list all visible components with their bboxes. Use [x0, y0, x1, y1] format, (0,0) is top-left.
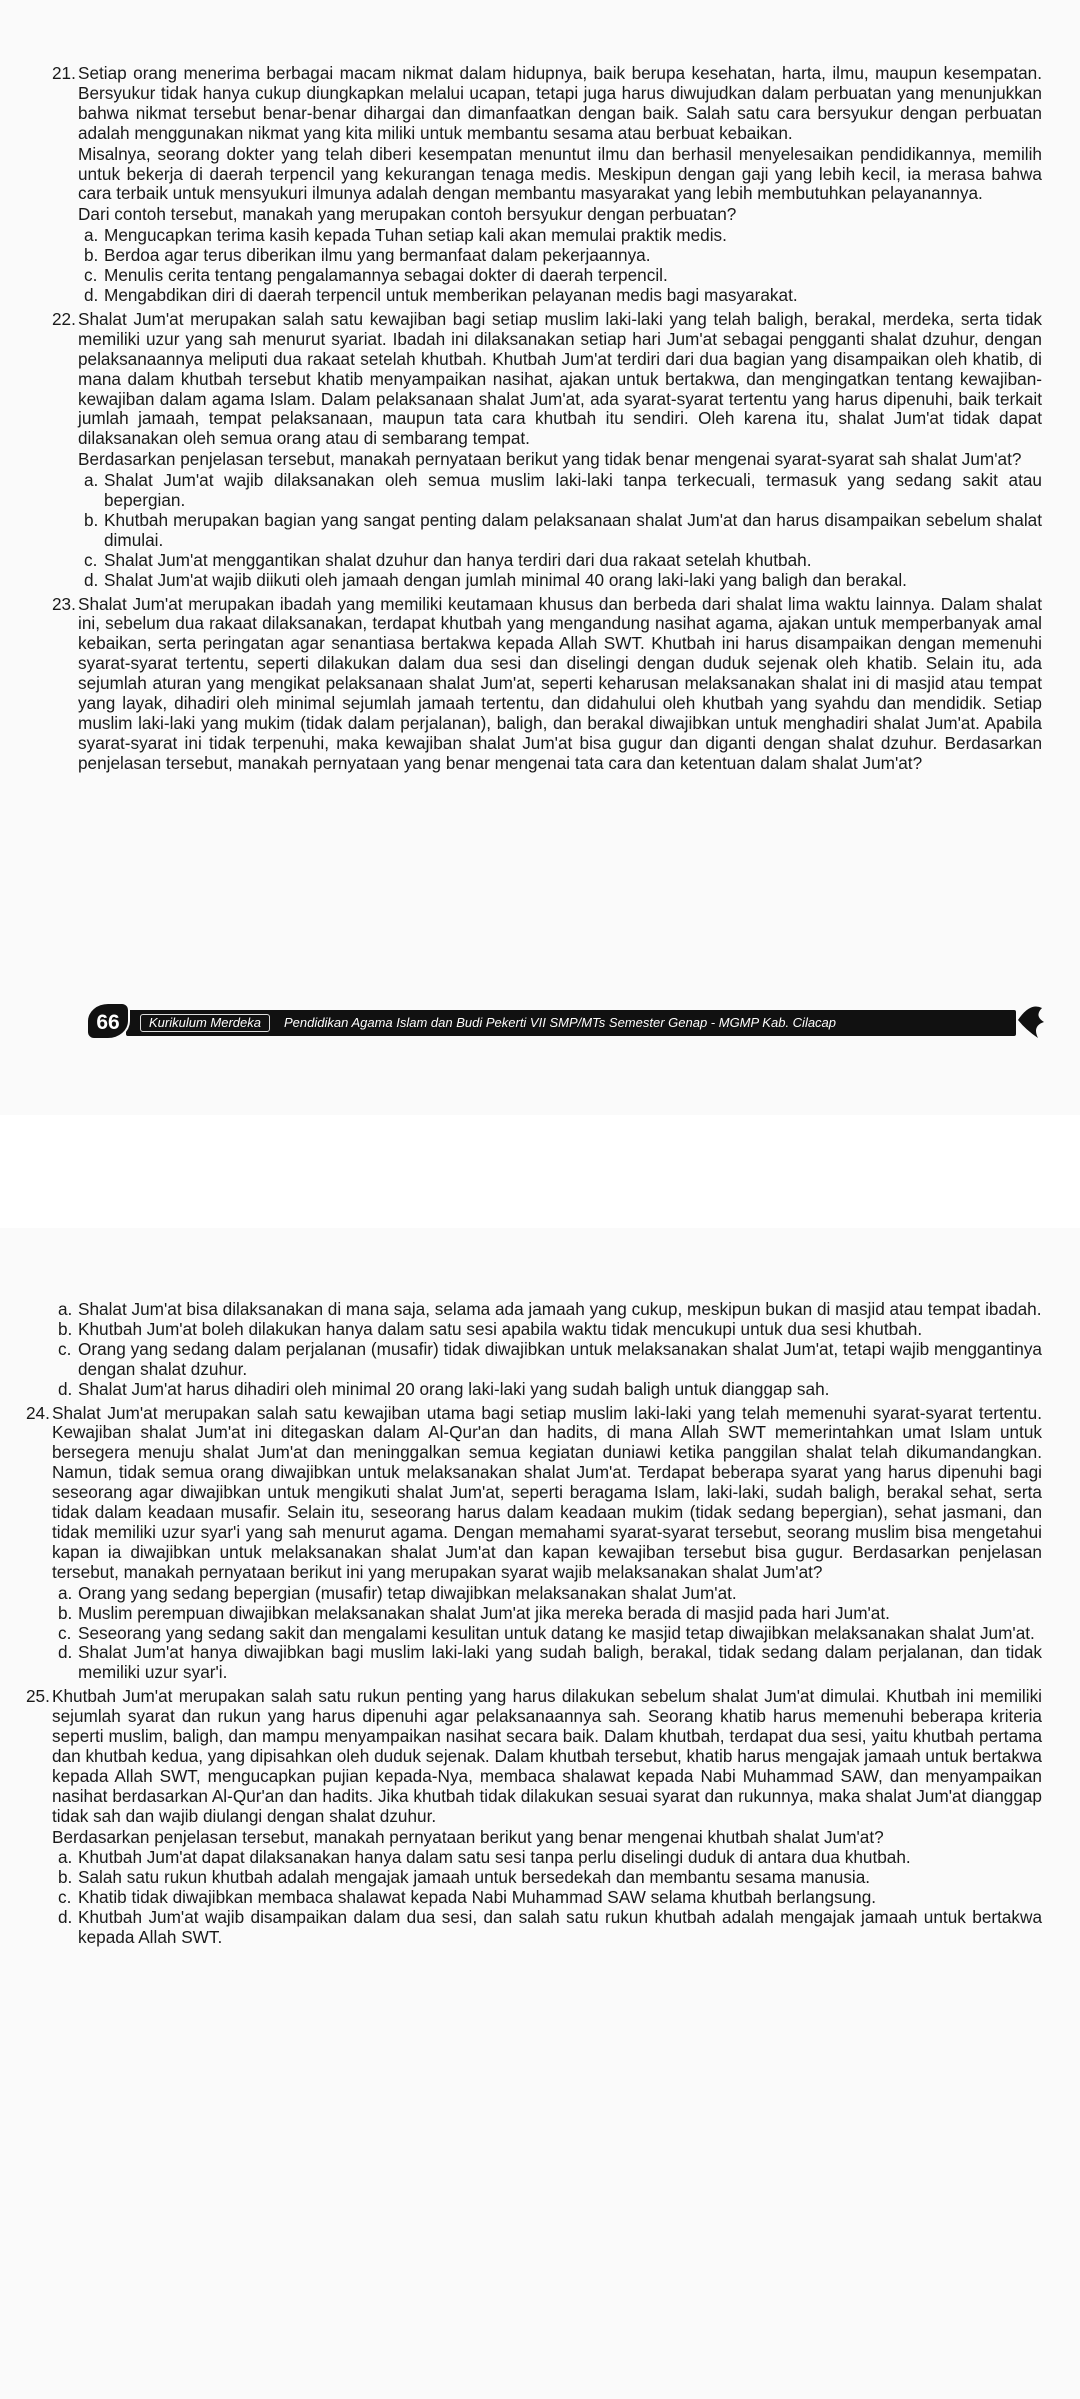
- question-prompt: Berdasarkan penjelasan tersebut, manakah pernyataan berikut yang tidak benar mengenai syarat-syarat sah shalat Jum'at?: [78, 449, 1022, 470]
- curriculum-label: Kurikulum Merdeka: [140, 1014, 270, 1032]
- answer-option-d[interactable]: [52, 1380, 1042, 1400]
- question-paragraph: Misalnya, seorang dokter yang telah diberi kesempatan menuntut ilmu dan berhasil menyelesaikan pendidikannya, memilih untuk bekerja di daerah terpencil yang kekurangan tenaga medis. Meskipun dengan gaji yang lebih kecil, ia merasa bahwa cara terbaik untuk mensyukuri ilmunya adalah dengan membantu masyarakat yang lebih membutuhkan pelayanannya.: [78, 143, 1042, 204]
- answer-option-a[interactable]: [52, 1584, 1042, 1604]
- question-22: [52, 310, 1042, 591]
- option-letter: a.: [84, 225, 99, 246]
- option-text: Salah satu rukun khutbah adalah mengajak jamaah untuk bersedekah dan membantu sesama manusia.: [78, 1867, 871, 1888]
- option-letter: b.: [58, 1867, 73, 1888]
- question-number: 23.: [52, 593, 76, 614]
- question-prompt: Dari contoh tersebut, manakah yang merupakan contoh bersyukur dengan perbuatan?: [78, 204, 737, 225]
- answer-option-d[interactable]: [78, 571, 1042, 591]
- option-letter: c.: [58, 1622, 72, 1643]
- option-text: Khutbah Jum'at wajib disampaikan dalam dua sesi, dan salah satu rukun khutbah adalah mengajak jamaah untuk bertakwa kepada Allah SWT.: [78, 1907, 1042, 1948]
- option-letter: a.: [58, 1299, 73, 1319]
- answer-option-b[interactable]: [78, 246, 1042, 266]
- option-text: Mengabdikan diri di daerah terpencil untuk memberikan pelayanan medis bagi masyarakat.: [104, 284, 798, 305]
- answer-option-b[interactable]: [52, 1868, 1042, 1888]
- question-number: 24.: [26, 1402, 50, 1423]
- answer-option-b[interactable]: [52, 1320, 1042, 1340]
- flourish-icon: [1016, 1000, 1046, 1040]
- option-text: Mengucapkan terima kasih kepada Tuhan setiap kali akan memulai praktik medis.: [104, 225, 727, 246]
- answer-option-a[interactable]: [78, 471, 1042, 511]
- option-text: Khutbah merupakan bagian yang sangat penting dalam pelaksanaan shalat Jum'at dan harus disampaikan sebelum shalat dimulai.: [104, 509, 1042, 550]
- option-text: Shalat Jum'at harus dihadiri oleh minimal 20 orang laki-laki yang sudah baligh untuk dianggap sah.: [78, 1378, 830, 1399]
- option-text: Khutbah Jum'at dapat dilaksanakan hanya dalam satu sesi tanpa perlu diselingi duduk di antara dua khutbah.: [78, 1847, 911, 1868]
- page-67-content: [26, 1299, 1042, 1952]
- option-text: Shalat Jum'at wajib dilaksanakan oleh semua muslim laki-laki tanpa terkecuali, termasuk yang sedang sakit atau bepergian.: [104, 470, 1042, 511]
- answer-option-a[interactable]: [52, 1300, 1042, 1320]
- question-21: [52, 64, 1042, 306]
- question-number: 21.: [52, 63, 76, 83]
- option-letter: c.: [58, 1887, 72, 1908]
- option-letter: d.: [84, 284, 99, 305]
- option-text: Shalat Jum'at wajib diikuti oleh jamaah dengan jumlah minimal 40 orang laki-laki yang baligh dan berakal.: [104, 569, 907, 590]
- option-letter: c.: [84, 549, 98, 570]
- option-text: Seseorang yang sedang sakit dan mengalami kesulitan untuk datang ke masjid tetap diwajibkan melaksanakan shalat Jum'at.: [78, 1622, 1035, 1643]
- option-letter: d.: [58, 1378, 73, 1399]
- option-text: Muslim perempuan diwajibkan melaksanakan shalat Jum'at jika mereka berada di masjid pada hari Jum'at.: [78, 1602, 890, 1623]
- option-letter: a.: [84, 470, 99, 491]
- page-gap: [0, 1115, 1080, 1228]
- page-number-badge: 66: [86, 1002, 130, 1040]
- option-letter: b.: [58, 1318, 73, 1339]
- question-prompt: Berdasarkan penjelasan tersebut, manakah pernyataan berikut yang benar mengenai khutbah shalat Jum'at?: [52, 1826, 884, 1847]
- book-title: Pendidikan Agama Islam dan Budi Pekerti VII SMP/MTs Semester Genap - MGMP Kab. Cilacap: [284, 1015, 837, 1030]
- answer-option-d[interactable]: [52, 1908, 1042, 1948]
- option-text: Berdoa agar terus diberikan ilmu yang bermanfaat dalam pekerjaannya.: [104, 245, 651, 266]
- answer-option-a[interactable]: [78, 226, 1042, 246]
- answer-option-a[interactable]: [52, 1848, 1042, 1868]
- question-23: [52, 595, 1042, 774]
- question-23-answer-options: [52, 1300, 1042, 1400]
- question-paragraph: Shalat Jum'at merupakan ibadah yang memiliki keutamaan khusus dan berbeda dari shalat lima waktu lainnya. Dalam shalat ini, sebelum dua rakaat dilaksanakan, terdapat khutbah yang mengandung nasihat agama, ajakan untuk memperbanyak amal kebaikan, serta peringatan agar senantiasa bertakwa kepada Allah SWT. Khutbah ini harus disampaikan dengan memenuhi syarat-syarat tertentu, seperti dilakukan dalam dua sesi dan diselingi dengan duduk sejenak oleh khatib. Selain itu, ada sejumlah aturan yang mengikat pelaksanaan shalat Jum'at, seperti keharusan melaksanakan shalat ini di masjid atau tempat yang layak, dihadiri oleh minimal sejumlah jamaah tertentu, dan didahului oleh khutbah yang syahdu dan mendidik. Setiap muslim laki-laki yang mukim (tidak dalam perjalanan), baligh, dan berakal diwajibkan untuk menghadiri shalat Jum'at. Apabila syarat-syarat ini tidak terpenuhi, maka kewajiban shalat Jum'at bisa gugur dan diganti dengan shalat dzuhur. Berdasarkan penjelasan tersebut, manakah pernyataan yang benar mengenai tata cara dan ketentuan dalam shalat Jum'at?: [78, 593, 1042, 773]
- scanned-page-66: [0, 0, 1080, 1115]
- scanned-page-67: [0, 1228, 1080, 2399]
- answer-option-c[interactable]: [52, 1340, 1042, 1380]
- question-number: 25.: [26, 1686, 50, 1707]
- option-letter: b.: [84, 509, 99, 530]
- option-text: Shalat Jum'at menggantikan shalat dzuhur dan hanya terdiri dari dua rakaat setelah khutbah.: [104, 549, 812, 570]
- option-letter: d.: [58, 1907, 73, 1928]
- option-letter: b.: [84, 245, 99, 266]
- answer-option-c[interactable]: [78, 266, 1042, 286]
- answer-options: [78, 226, 1042, 306]
- answer-option-c[interactable]: [52, 1888, 1042, 1908]
- option-text: Khatib tidak diwajibkan membaca shalawat kepada Nabi Muhammad SAW selama khutbah berlangsung.: [78, 1887, 877, 1908]
- option-text: Orang yang sedang bepergian (musafir) tetap diwajibkan melaksanakan shalat Jum'at.: [78, 1582, 737, 1603]
- question-number: 22.: [52, 308, 76, 329]
- option-letter: a.: [58, 1847, 73, 1868]
- option-letter: c.: [84, 265, 98, 286]
- answer-option-b[interactable]: [78, 511, 1042, 551]
- question-paragraph: Khutbah Jum'at merupakan salah satu rukun penting yang harus dilakukan sebelum shalat Jum'at dimulai. Khutbah ini memiliki sejumlah syarat dan rukun yang harus dipenuhi agar pelaksanaannya sah. Seorang khatib harus memenuhi beberapa kriteria seperti muslim, baligh, dan mampu menyampaikan nasihat secara baik. Dalam khutbah, terdapat dua sesi, yaitu khutbah pertama dan khutbah kedua, yang dipisahkan oleh duduk sejenak. Dalam khutbah tersebut, khatib harus mengajak jamaah untuk bertakwa kepada Allah SWT, mengucapkan pujian kepada-Nya, membaca shalawat kepada Nabi Muhammad SAW, dan menyampaikan nasihat berdasarkan Al-Qur'an dan hadits. Jika khutbah tidak dilakukan sesuai syarat dan rukunnya, maka shalat Jum'at dianggap tidak sah dan wajib diulangi dengan shalat dzuhur.: [52, 1686, 1042, 1826]
- answer-option-d[interactable]: [52, 1643, 1042, 1683]
- question-paragraph: Shalat Jum'at merupakan salah satu kewajiban utama bagi setiap muslim laki-laki yang telah memenuhi syarat-syarat tertentu. Kewajiban shalat Jum'at ini ditegaskan dalam Al-Qur'an dan hadits, di mana Allah SWT memerintahkan umat Islam untuk bersegera menuju shalat Jum'at dan meninggalkan semua kegiatan duniawi ketika panggilan shalat telah dikumandangkan. Namun, tidak semua orang diwajibkan untuk melaksanakan shalat Jum'at. Terdapat beberapa syarat yang harus dipenuhi bagi seseorang agar diwajibkan untuk mengikuti shalat Jum'at, seperti beragama Islam, laki-laki, sudah baligh, berakal sehat, serta tidak dalam keadaan musafir. Selain itu, seseorang harus dalam keadaan mukim (tidak sedang bepergian), sehat jasmani, dan tidak memiliki uzur syar'i yang sah menurut agama. Dengan memahami syarat-syarat tersebut, seorang muslim bisa mengetahui kapan ia diwajibkan untuk melaksanakan shalat Jum'at dan kapan kewajiban tersebut bisa gugur. Berdasarkan penjelasan tersebut, manakah pernyataan berikut ini yang merupakan syarat wajib melaksanakan shalat Jum'at?: [52, 1402, 1042, 1582]
- answer-options: [52, 1848, 1042, 1948]
- option-letter: c.: [58, 1338, 72, 1359]
- option-text: Menulis cerita tentang pengalamannya sebagai dokter di daerah terpencil.: [104, 265, 668, 286]
- answer-option-c[interactable]: [52, 1624, 1042, 1644]
- option-text: Shalat Jum'at hanya diwajibkan bagi muslim laki-laki yang sudah baligh, berakal, tidak sedang dalam perjalanan, dan tidak memiliki uzur syar'i.: [78, 1642, 1042, 1683]
- answer-option-c[interactable]: [78, 551, 1042, 571]
- option-letter: d.: [58, 1642, 73, 1663]
- question-paragraph: Shalat Jum'at merupakan salah satu kewajiban bagi setiap muslim laki-laki yang telah baligh, berakal, merdeka, serta tidak memiliki uzur yang sah menurut syariat. Ibadah ini dilaksanakan setiap hari Jum'at sebagai pengganti shalat dzuhur, dengan pelaksanaannya meliputi dua rakaat setelah khutbah. Khutbah Jum'at terdiri dari dua bagian yang disampaikan oleh khatib, di mana dalam khutbah tersebut khatib menyampaikan nasihat, ajakan untuk bertakwa, dan mengingatkan tentang kewajiban-kewajiban dalam agama Islam. Dalam pelaksanaan shalat Jum'at, ada syarat-syarat tertentu yang harus dipenuhi, baik terkait jumlah jamaah, tempat pelaksanaan, maupun tata cara khutbah itu sendiri. Oleh karena itu, shalat Jum'at tidak dapat dilaksanakan oleh semua orang atau di sembarang tempat.: [78, 308, 1042, 449]
- option-text: Shalat Jum'at bisa dilaksanakan di mana saja, selama ada jamaah yang cukup, meskipun bukan di masjid atau tempat ibadah.: [78, 1299, 1042, 1319]
- option-letter: a.: [58, 1582, 73, 1603]
- question-24: [26, 1404, 1042, 1684]
- answer-option-d[interactable]: [78, 286, 1042, 306]
- page-66-content: [52, 64, 1042, 778]
- option-text: Khutbah Jum'at boleh dilakukan hanya dalam satu sesi apabila waktu tidak mencukupi untuk dua sesi khutbah.: [78, 1318, 923, 1339]
- answer-options: [78, 471, 1042, 590]
- option-text: Orang yang sedang dalam perjalanan (musafir) tidak diwajibkan untuk melaksanakan shalat Jum'at, tetapi wajib menggantinya dengan shalat dzuhur.: [78, 1338, 1042, 1379]
- answer-option-b[interactable]: [52, 1604, 1042, 1624]
- option-letter: d.: [84, 569, 99, 590]
- question-25: [26, 1687, 1042, 1948]
- page-footer: [86, 1000, 1046, 1040]
- question-paragraph: Setiap orang menerima berbagai macam nikmat dalam hidupnya, baik berupa kesehatan, harta, ilmu, maupun kesempatan. Bersyukur tidak hanya cukup diungkapkan melalui ucapan, tetapi juga harus diwujudkan dalam perbuatan yang menunjukkan bahwa nikmat tersebut benar-benar dihargai dan dimanfaatkan dengan baik. Salah satu cara bersyukur dengan perbuatan adalah menggunakan nikmat yang kita miliki untuk membantu sesama atau berbuat kebaikan.: [78, 63, 1042, 143]
- answer-options: [52, 1584, 1042, 1684]
- option-letter: b.: [58, 1602, 73, 1623]
